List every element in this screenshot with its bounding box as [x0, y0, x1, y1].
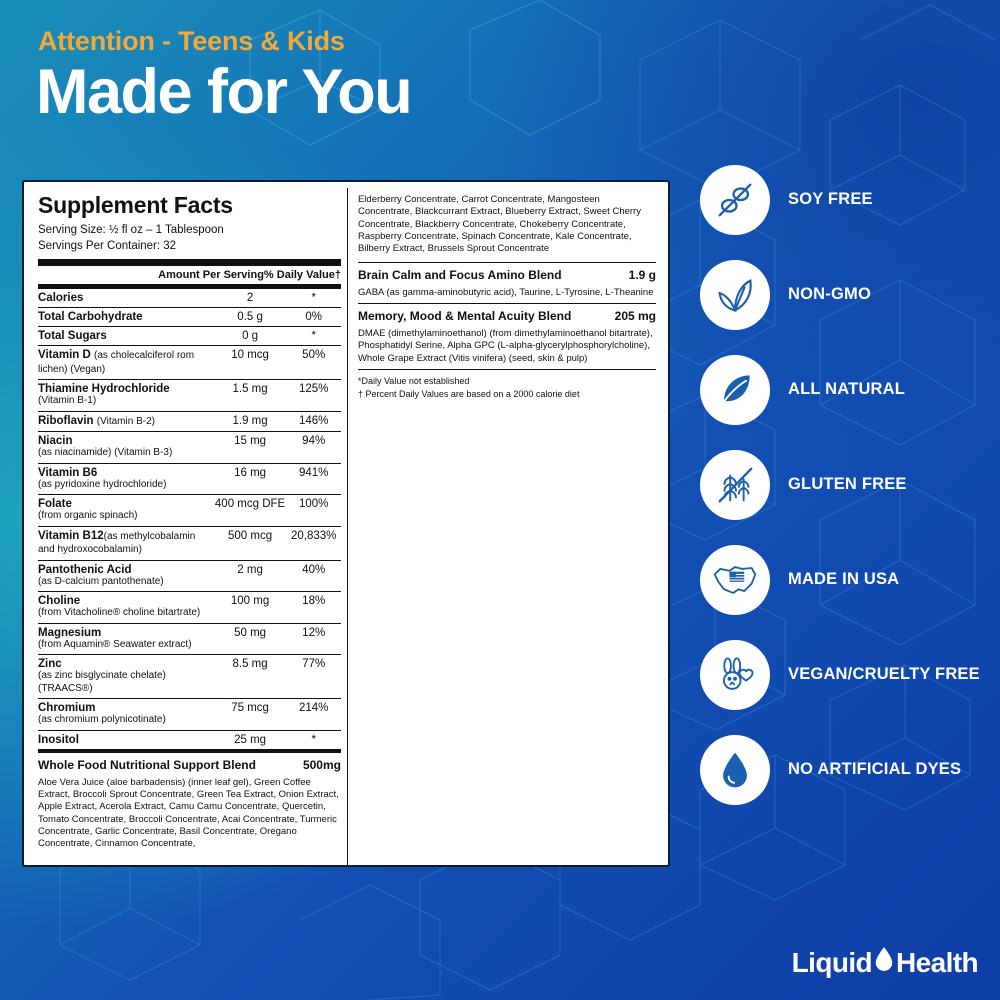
nutrient-amount: 0 g	[214, 327, 287, 346]
nutrient-name: Magnesium	[38, 626, 102, 639]
footnote-daily-value: *Daily Value not established	[357, 376, 470, 387]
nutrient-sub: (Vitamin B-2)	[96, 415, 155, 427]
logo-text-liquid: Liquid	[791, 946, 873, 978]
table-row	[38, 592, 341, 624]
leaf-non-gmo-icon	[712, 272, 758, 318]
servings-per-container: Servings Per Container: 32	[38, 239, 177, 252]
header-blank	[38, 266, 158, 285]
nutrient-name: Calories	[38, 292, 84, 305]
supplement-facts-left-column	[32, 188, 347, 865]
blend-amount: 1.9 g	[628, 267, 656, 282]
badge-icon-circle	[700, 545, 770, 615]
nutrient-name: Vitamin D	[38, 349, 91, 362]
badge-list	[700, 152, 990, 817]
blend-name: Memory, Mood & Mental Acuity Blend	[357, 309, 572, 324]
nutrient-dv: 12%	[286, 623, 341, 655]
nutrient-amount: 2	[214, 289, 287, 308]
badge-label: NON-GMO	[788, 285, 871, 304]
nutrient-sub: (from organic spinach)	[38, 510, 138, 522]
nutrient-amount: 2 mg	[214, 560, 287, 592]
nutrient-dv: 941%	[286, 463, 341, 495]
badge-icon-circle	[700, 735, 770, 805]
table-row	[38, 380, 341, 412]
blend-ingredients-continued: Elderberry Concentrate, Carrot Concentrate, Mangosteen Concentrate, Blackcurrant Extract, Blueberry Extract, Sweet Cherry Concentrate, Blackberry Concentrate, Chokeberry Concentrate, Raspberry Concentrate, Spinach Concentrate, Kale Concentrate, Bilberry Extract, Brussels Sprout Concentrate	[357, 194, 641, 255]
nutrient-dv: 125%	[286, 380, 341, 412]
nutrient-name: Thiamine Hydrochloride	[38, 383, 170, 396]
nutrient-amount: 1.5 mg	[214, 380, 287, 412]
badge-icon-circle	[700, 640, 770, 710]
header-daily-value: % Daily Value†	[264, 266, 341, 285]
nutrient-dv: 77%	[286, 655, 341, 699]
headline-group	[36, 26, 411, 125]
table-row	[38, 327, 341, 346]
table-row	[38, 463, 341, 495]
brand-logo	[792, 945, 978, 980]
blend-ingredients: GABA (as gamma-aminobutyric acid), Taurine, L-Tyrosine, L-Theanine	[357, 286, 654, 298]
nutrient-dv: 50%	[286, 346, 341, 380]
nutrient-name: Riboflavin	[38, 414, 94, 427]
nutrient-amount: 8.5 mg	[214, 655, 287, 699]
nutrient-sub: (Vitamin B-1)	[38, 395, 97, 407]
page-title: Made for You	[36, 57, 412, 127]
nutrient-sub: (as cholecalciferol rom lichen) (Vegan)	[38, 350, 195, 375]
nutrient-name: Inositol	[38, 733, 79, 746]
nutrient-amount: 75 mcg	[214, 699, 287, 731]
nutrient-sub: (from Vitacholine® choline bitartrate)	[38, 607, 201, 619]
badge-label: NO ARTIFICIAL DYES	[788, 760, 962, 779]
nutrient-sub: (from Aquamin® Seawater extract)	[38, 638, 192, 650]
badge-icon-circle	[700, 450, 770, 520]
nutrient-sub: (as chromium polynicotinate)	[38, 714, 166, 726]
nutrient-dv: *	[286, 327, 341, 346]
nutrient-amount: 100 mg	[214, 592, 287, 624]
nutrient-dv: 146%	[286, 411, 341, 432]
nutrient-amount: 15 mg	[214, 432, 287, 464]
badge-label: SOY FREE	[788, 190, 873, 209]
soy-free-icon	[712, 177, 758, 223]
nutrient-amount: 16 mg	[214, 463, 287, 495]
table-row	[38, 730, 341, 749]
thick-divider	[38, 259, 341, 266]
blend-name: Whole Food Nutritional Support Blend	[38, 757, 256, 772]
logo-text-health: Health	[896, 946, 978, 978]
blend-memory-mood	[358, 304, 656, 325]
blend-name: Brain Calm and Focus Amino Blend	[357, 267, 562, 282]
nutrient-sub: (as D-calcium pantothenate)	[38, 575, 164, 587]
water-drop-icon	[873, 945, 895, 980]
badge-label: MADE IN USA	[788, 570, 900, 589]
badge-icon-circle	[700, 165, 770, 235]
table-row	[38, 308, 341, 327]
blend-ingredients: DMAE (dimethylaminoethanol) (from dimethylaminoethanol bitartrate), Phosphatidyl Serine, Alpha GPC (L-alpha-glycerylphosphorylcholine), Whole Grape Extract (Vitis vinifera) (seed, skin & pulp)	[357, 328, 653, 364]
nutrient-name: Chromium	[38, 702, 96, 715]
nutrient-name: Vitamin B6	[38, 466, 98, 479]
table-row	[38, 495, 341, 527]
nutrient-sub: (as niacinamide) (Vitamin B-3)	[38, 447, 173, 459]
table-row	[38, 526, 341, 560]
table-header-row	[38, 266, 341, 285]
wheat-crossed-icon	[712, 462, 758, 508]
badge-soy-free	[700, 152, 990, 247]
badge-label: GLUTEN FREE	[788, 475, 907, 494]
nutrient-name: Pantothenic Acid	[38, 563, 132, 576]
nutrient-name: Folate	[38, 498, 72, 511]
badge-non-gmo	[700, 247, 990, 342]
table-row	[38, 432, 341, 464]
blend-ingredients: Aloe Vera Juice (aloe barbadensis) (inner leaf gel), Green Coffee Extract, Broccoli Sprout Concentrate, Green Tea Extract, Onion Extract, Apple Extract, Acerola Extract, Camu Camu Concentrate, Quercetin, Tomato Concentrate, Broccoli Concentrate, Acai Concentrate, Turmeric Concentrate, Garlic Concentrate, Basil Concentrate, Oregano Concentrate, Cinnamon Concentrate,	[38, 776, 339, 850]
blend-amount: 205 mg	[614, 309, 656, 324]
nutrient-sub: (as methylcobalamin and hydroxocobalamin)	[38, 530, 196, 556]
nutrient-sub: (as pyridoxine hydrochloride)	[38, 478, 167, 490]
header-amount: Amount Per Serving	[158, 266, 264, 285]
bunny-heart-icon	[711, 653, 759, 697]
badge-label: VEGAN/CRUELTY FREE	[788, 665, 980, 684]
nutrient-name: Total Sugars	[38, 330, 107, 343]
nutrient-amount: 400 mcg DFE	[214, 495, 287, 527]
table-row	[38, 699, 341, 731]
blend-amount: 500mg	[302, 757, 341, 772]
badge-vegan-cruelty-free	[700, 627, 990, 722]
nutrient-amount: 25 mg	[234, 733, 267, 746]
badge-made-in-usa	[700, 532, 990, 627]
badge-gluten-free	[700, 437, 990, 532]
nutrient-dv: 0%	[286, 308, 341, 327]
footnote-percent-dv: † Percent Daily Values are based on a 2000 calorie diet	[357, 389, 580, 400]
badge-icon-circle	[700, 355, 770, 425]
nutrient-name: Choline	[38, 595, 81, 608]
nutrient-amount: 10 mcg	[214, 346, 287, 380]
badge-all-natural	[700, 342, 990, 437]
nutrient-dv: 94%	[286, 432, 341, 464]
badge-label: ALL NATURAL	[788, 380, 906, 399]
table-row	[38, 411, 341, 432]
kicker-text: Attention - Teens & Kids	[38, 26, 345, 56]
nutrient-rows	[38, 289, 341, 749]
nutrient-dv: *	[311, 733, 316, 746]
nutrient-dv: 100%	[286, 495, 341, 527]
blend-whole-food	[38, 753, 341, 774]
supplement-facts-right-column	[347, 188, 660, 865]
badge-icon-circle	[700, 260, 770, 330]
table-row	[38, 623, 341, 655]
blend-brain-calm	[358, 263, 656, 284]
nutrient-dv: 18%	[286, 592, 341, 624]
nutrient-amount: 50 mg	[214, 623, 287, 655]
table-row	[38, 560, 341, 592]
nutrient-amount: 1.9 mg	[214, 411, 287, 432]
nutrient-amount: 0.5 g	[214, 308, 287, 327]
table-row	[38, 289, 341, 308]
badge-no-artificial-dyes	[700, 722, 990, 817]
serving-size: Serving Size: ½ fl oz – 1 Tablespoon	[38, 224, 224, 236]
nutrient-dv: 214%	[286, 699, 341, 731]
leaf-icon	[713, 368, 757, 412]
table-row	[38, 346, 341, 380]
nutrition-table	[38, 266, 341, 285]
nutrient-dv: 40%	[286, 560, 341, 592]
nutrient-dv: *	[286, 289, 341, 308]
nutrient-name: Vitamin B12	[38, 529, 104, 542]
supplement-facts-panel	[22, 180, 670, 867]
water-drop-icon	[715, 748, 755, 792]
usa-map-flag-icon	[711, 558, 759, 602]
nutrient-name: Total Carbohydrate	[38, 311, 143, 324]
nutrient-name: Niacin	[38, 435, 73, 448]
nutrient-amount: 500 mcg	[214, 526, 287, 560]
supplement-facts-title: Supplement Facts	[38, 192, 233, 218]
nutrient-dv: 20,833%	[286, 526, 341, 560]
nutrient-sub: (as zinc bisglycinate chelate) (TRAACS®)	[38, 670, 166, 694]
table-row	[38, 655, 341, 699]
nutrient-name: Zinc	[38, 658, 62, 671]
